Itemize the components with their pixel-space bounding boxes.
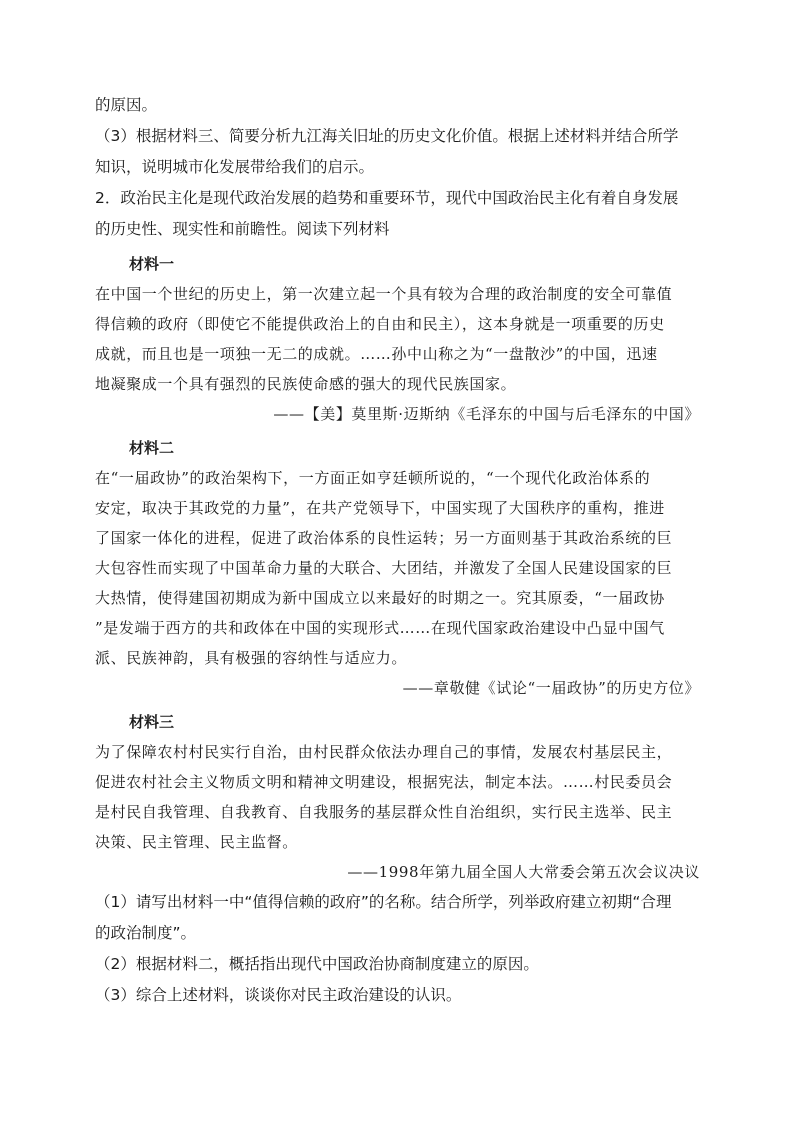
- document-page: [95, 90, 700, 1011]
- material-1-line: 在中国一个世纪的历史上，第一次建立起一个具有较为合理的政治制度的安全可靠值: [95, 285, 673, 303]
- prev-question-tail: 的原因。: [95, 96, 158, 114]
- question2-stem-line1: 2．政治民主化是现代政治发展的趋势和重要环节，现代中国政治民主化有着自身发展: [95, 189, 679, 207]
- prev-q3-line1: （3）根据材料三、简要分析九江海关旧址的历史文化价值。根据上述材料并结合所学: [95, 127, 679, 145]
- material-1: [95, 249, 700, 429]
- material-2-line: 安定，取决于其政党的力量”，在共产党领导下，中国实现了大国秩序的重构，推进: [95, 499, 665, 517]
- material-2-line: 在“一届政协”的政治架构下，一方面正如亨廷顿所说的，“一个现代化政治体系的: [95, 469, 651, 487]
- question-1-line2: 的政治制度”。: [95, 924, 197, 942]
- question2-stem-line2: 的历史性、现实性和前瞻性。阅读下列材料: [95, 220, 390, 238]
- material-1-line: 地凝聚成一个具有强烈的民族使命感的强大的现代民族国家。: [95, 375, 517, 393]
- material-3-line: 是村民自我管理、自我教育、自我服务的基层群众性自治组织，实行民主选举、民主: [95, 803, 673, 821]
- material-3-line: 为了保障农村村民实行自治，由村民群众依法办理自己的事情，发展农村基层民主，: [95, 743, 673, 761]
- question-1-line1: （1）请写出材料一中“值得信赖的政府”的名称。结合所学，列举政府建立初期“合理: [95, 893, 672, 911]
- material-2-line: ”是发端于西方的共和政体在中国的实现形式……在现代国家政治建设中凸显中国气: [95, 619, 665, 637]
- material-2-line: 派、民族神韵，具有极强的容纳性与适应力。: [95, 649, 408, 667]
- material-2-line: 了国家一体化的进程，促进了政治体系的良性运转；另一方面则基于其政治系统的巨: [95, 529, 673, 547]
- material-3-line: 促进农村社会主义物质文明和精神文明建设，根据宪法，制定本法。……村民委员会: [95, 773, 673, 791]
- question-2: （2）根据材料二，概括指出现代中国政治协商制度建立的原因。: [95, 955, 539, 973]
- material-3-source: ——1998年第九届全国人大常委会第五次会议决议: [347, 863, 700, 881]
- material-2: [95, 433, 700, 703]
- material-2-title: 材料二: [129, 439, 175, 457]
- material-2-line: 大热情，使得建国初期成为新中国成立以来最好的时期之一。究其原委，“一届政协: [95, 589, 665, 607]
- material-3: [95, 707, 700, 887]
- question-3: （3）综合上述材料，谈谈你对民主政治建设的认识。: [95, 986, 462, 1004]
- material-1-line: 得信赖的政府（即使它不能提供政治上的自由和民主），这本身就是一项重要的历史: [95, 315, 665, 333]
- material-1-title: 材料一: [129, 255, 175, 273]
- material-2-line: 大包容性而实现了中国革命力量的大联合、大团结，并激发了全国人民建设国家的巨: [95, 559, 673, 577]
- material-1-line: 成就，而且也是一项独一无二的成就。……孙中山称之为“一盘散沙”的中国，迅速: [95, 345, 658, 363]
- material-1-source: ——【美】莫里斯·迈斯纳《毛泽东的中国与后毛泽东的中国》: [273, 405, 700, 423]
- material-3-title: 材料三: [129, 713, 175, 731]
- prev-q3-line2: 知识，说明城市化发展带给我们的启示。: [95, 158, 375, 176]
- material-2-source: ——章敬健《试论“一届政协”的历史方位》: [402, 679, 700, 697]
- material-3-line: 决策、民主管理、民主监督。: [95, 833, 298, 851]
